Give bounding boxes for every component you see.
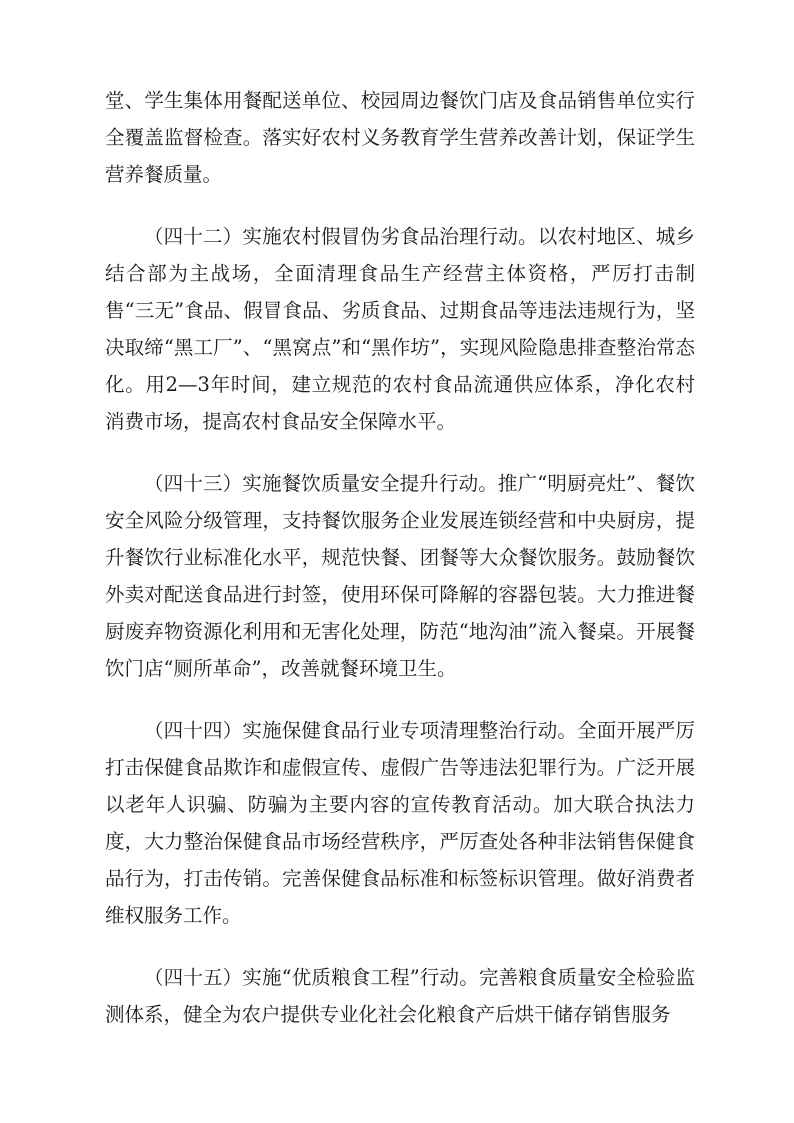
document-page	[105, 82, 695, 1082]
paragraph-continuation: 堂、学生集体用餐配送单位、校园周边餐饮门店及食品销售单位实行全覆盖监督检查。落实好农村义务教育学生营养改善计划，保证学生营养餐质量。	[105, 89, 695, 186]
paragraph-section-42: （四十二）实施农村假冒伪劣食品治理行动。以农村地区、城乡结合部为主战场，全面清理食品生产经营主体资格，严厉打击制售“三无”食品、假冒食品、劣质食品、过期食品等违法违规行为，坚决取缔“黑工厂”、“黑窝点”和“黑作坊”，实现风险隐患排查整治常态化。用2—3年时间，建立规范的农村食品流通供应体系，净化农村消费市场，提高农村食品安全保障水平。	[105, 225, 695, 433]
paragraph-section-43: （四十三）实施餐饮质量安全提升行动。推广“明厨亮灶”、餐饮安全风险分级管理，支持餐饮服务企业发展连锁经营和中央厨房，提升餐饮行业标准化水平，规范快餐、团餐等大众餐饮服务。鼓励餐饮外卖对配送食品进行封签，使用环保可降解的容器包装。大力推进餐厨废弃物资源化利用和无害化处理，防范“地沟油”流入餐桌。开展餐饮门店“厕所革命”，改善就餐环境卫生。	[105, 472, 695, 680]
paragraph-section-44: （四十四）实施保健食品行业专项清理整治行动。全面开展严厉打击保健食品欺诈和虚假宣传、虚假广告等违法犯罪行为。广泛开展以老年人识骗、防骗为主要内容的宣传教育活动。加大联合执法力度，大力整治保健食品市场经营秩序，严厉查处各种非法销售保健食品行为，打击传销。完善保健食品标准和标签标识管理。做好消费者维权服务工作。	[105, 719, 695, 927]
paragraph-section-45: （四十五）实施“优质粮食工程”行动。完善粮食质量安全检验监测体系，健全为农户提供专业化社会化粮食产后烘干储存销售服务	[105, 966, 695, 1026]
